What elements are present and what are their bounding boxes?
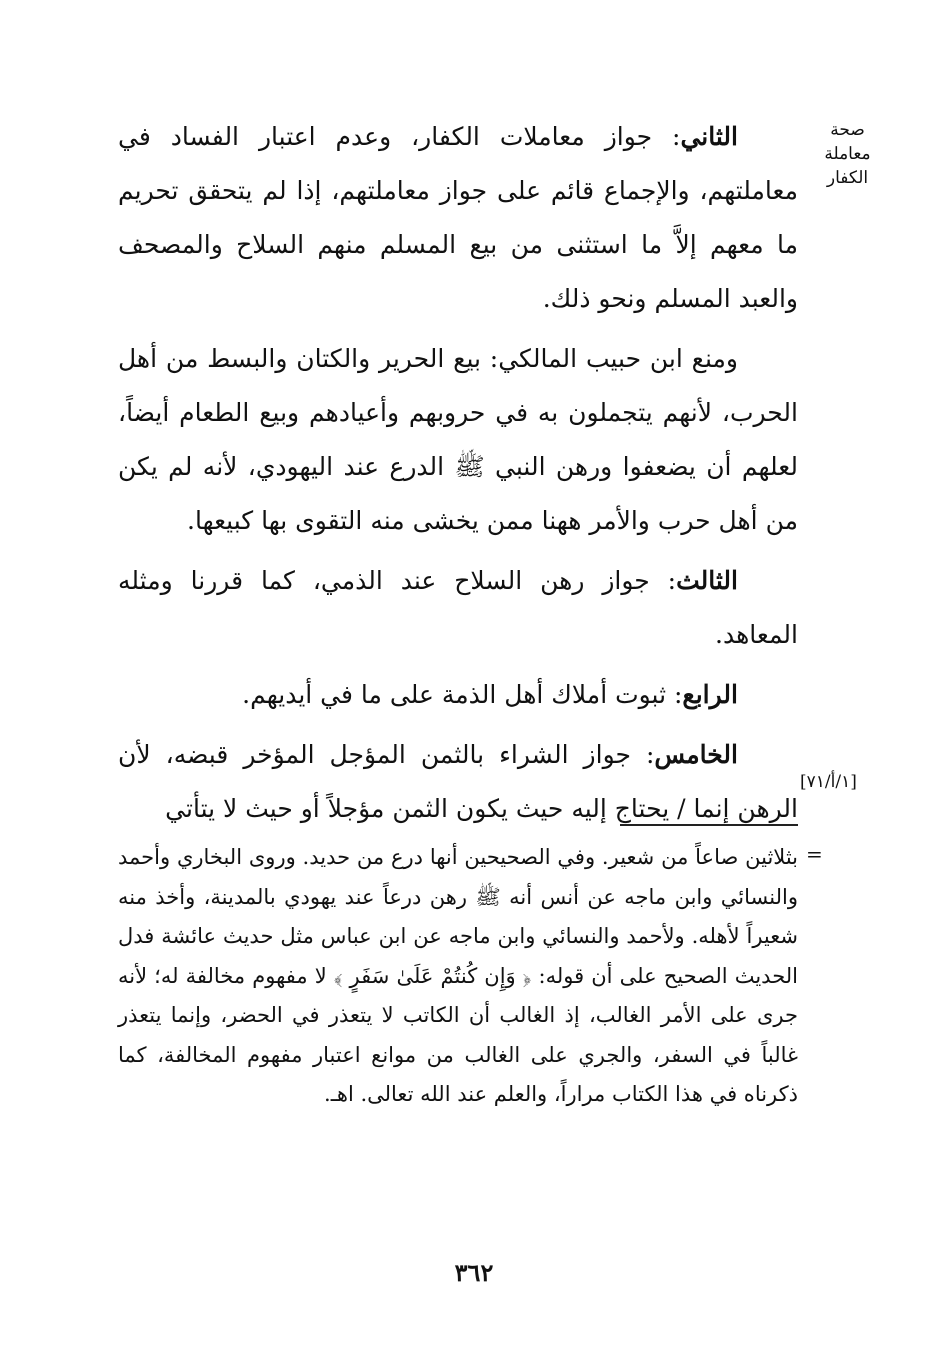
- margin-note-line1: صحة معاملة: [824, 120, 871, 164]
- paragraph-fifth: [118, 728, 798, 836]
- paragraph-body: ومنع ابن حبيب المالكي: بيع الحرير والكتان والبسط من أهل الحرب، لأنهم يتجملون به في حروبهم وأعيادهم وبيع الطعام أيضاً، لعلهم أن يضعفوا ورهن النبي ﷺ الدرع عند اليهودي، لأنه لم يكن من أهل حرب والأمر ههنا ممن يخشى منه التقوى بها كبيعها.: [118, 344, 798, 535]
- paragraph-body: : جواز الشراء بالثمن المؤجل المؤخر قبضه، لأن الرهن إنما / يحتاج إليه حيث يكون الثمن مؤجلاً أو حيث لا يتأتي: [118, 740, 798, 823]
- footnote-text: بثلاثين صاعاً من شعير. وفي الصحيحين أنها درع من حديد. وروى البخاري وأحمد والنسائي وابن ماجه عن أنس أنه ﷺ رهن درعاً عند يهودي بالمدينة، وأخذ منه شعيراً لأهله. ولأحمد والنسائي وابن ماجه عن ابن عباس مثل حديث عائشة فدل الحديث الصحيح على أن قوله: ﴿ وَإِن كُنتُمْ عَلَىٰ سَفَرٍ ﴾ لا مفهوم مخالفة له؛ لأنه جرى على الأمر الغالب، إذ الغالب أن الكاتب لا يتعذر في الحضر، وإنما يتعذر غالباً في السفر، والجري على الغالب من موانع اعتبار مفهوم المخالفة، كما ذكرناه في هذا الكتاب مراراً، والعلم عند الله تعالى. اهـ.: [118, 845, 798, 1106]
- paragraph-body: : جواز معاملات الكفار، وعدم اعتبار الفساد في معاملتهم، والإجماع قائم على جواز معاملتهم، إذا لم يتحقق تحريم ما معهم إلاَّ ما استثنى من بيع المسلم منهم السلاح والمصحف والعبد المسلم ونحو ذلك.: [118, 122, 798, 313]
- manuscript-folio-ref: [١/أ/٧١]: [800, 772, 857, 792]
- paragraph-label: الرابع: [682, 680, 738, 709]
- paragraph-fourth: [118, 668, 798, 722]
- paragraph-label: الخامس: [654, 740, 738, 769]
- main-text: [118, 110, 798, 842]
- paragraph-body: : ثبوت أملاك أهل الذمة على ما في أيديهم.: [242, 680, 683, 709]
- page-number: ٣٦٢: [454, 1258, 494, 1287]
- paragraph-third: [118, 554, 798, 662]
- margin-note: [805, 118, 890, 190]
- footnote-section: [118, 838, 798, 1115]
- paragraph-second: [118, 110, 798, 326]
- paragraph-label: الثالث: [676, 566, 738, 595]
- footnote-continuation-marker: =: [806, 842, 823, 866]
- margin-note-line2: الكفار: [826, 168, 869, 188]
- paragraph-body: : جواز رهن السلاح عند الذمي، كما قررنا ومثله المعاهد.: [118, 566, 798, 649]
- paragraph-ibn-habib: [118, 332, 798, 548]
- paragraph-label: الثاني: [680, 122, 738, 151]
- footnote-divider: [620, 824, 798, 826]
